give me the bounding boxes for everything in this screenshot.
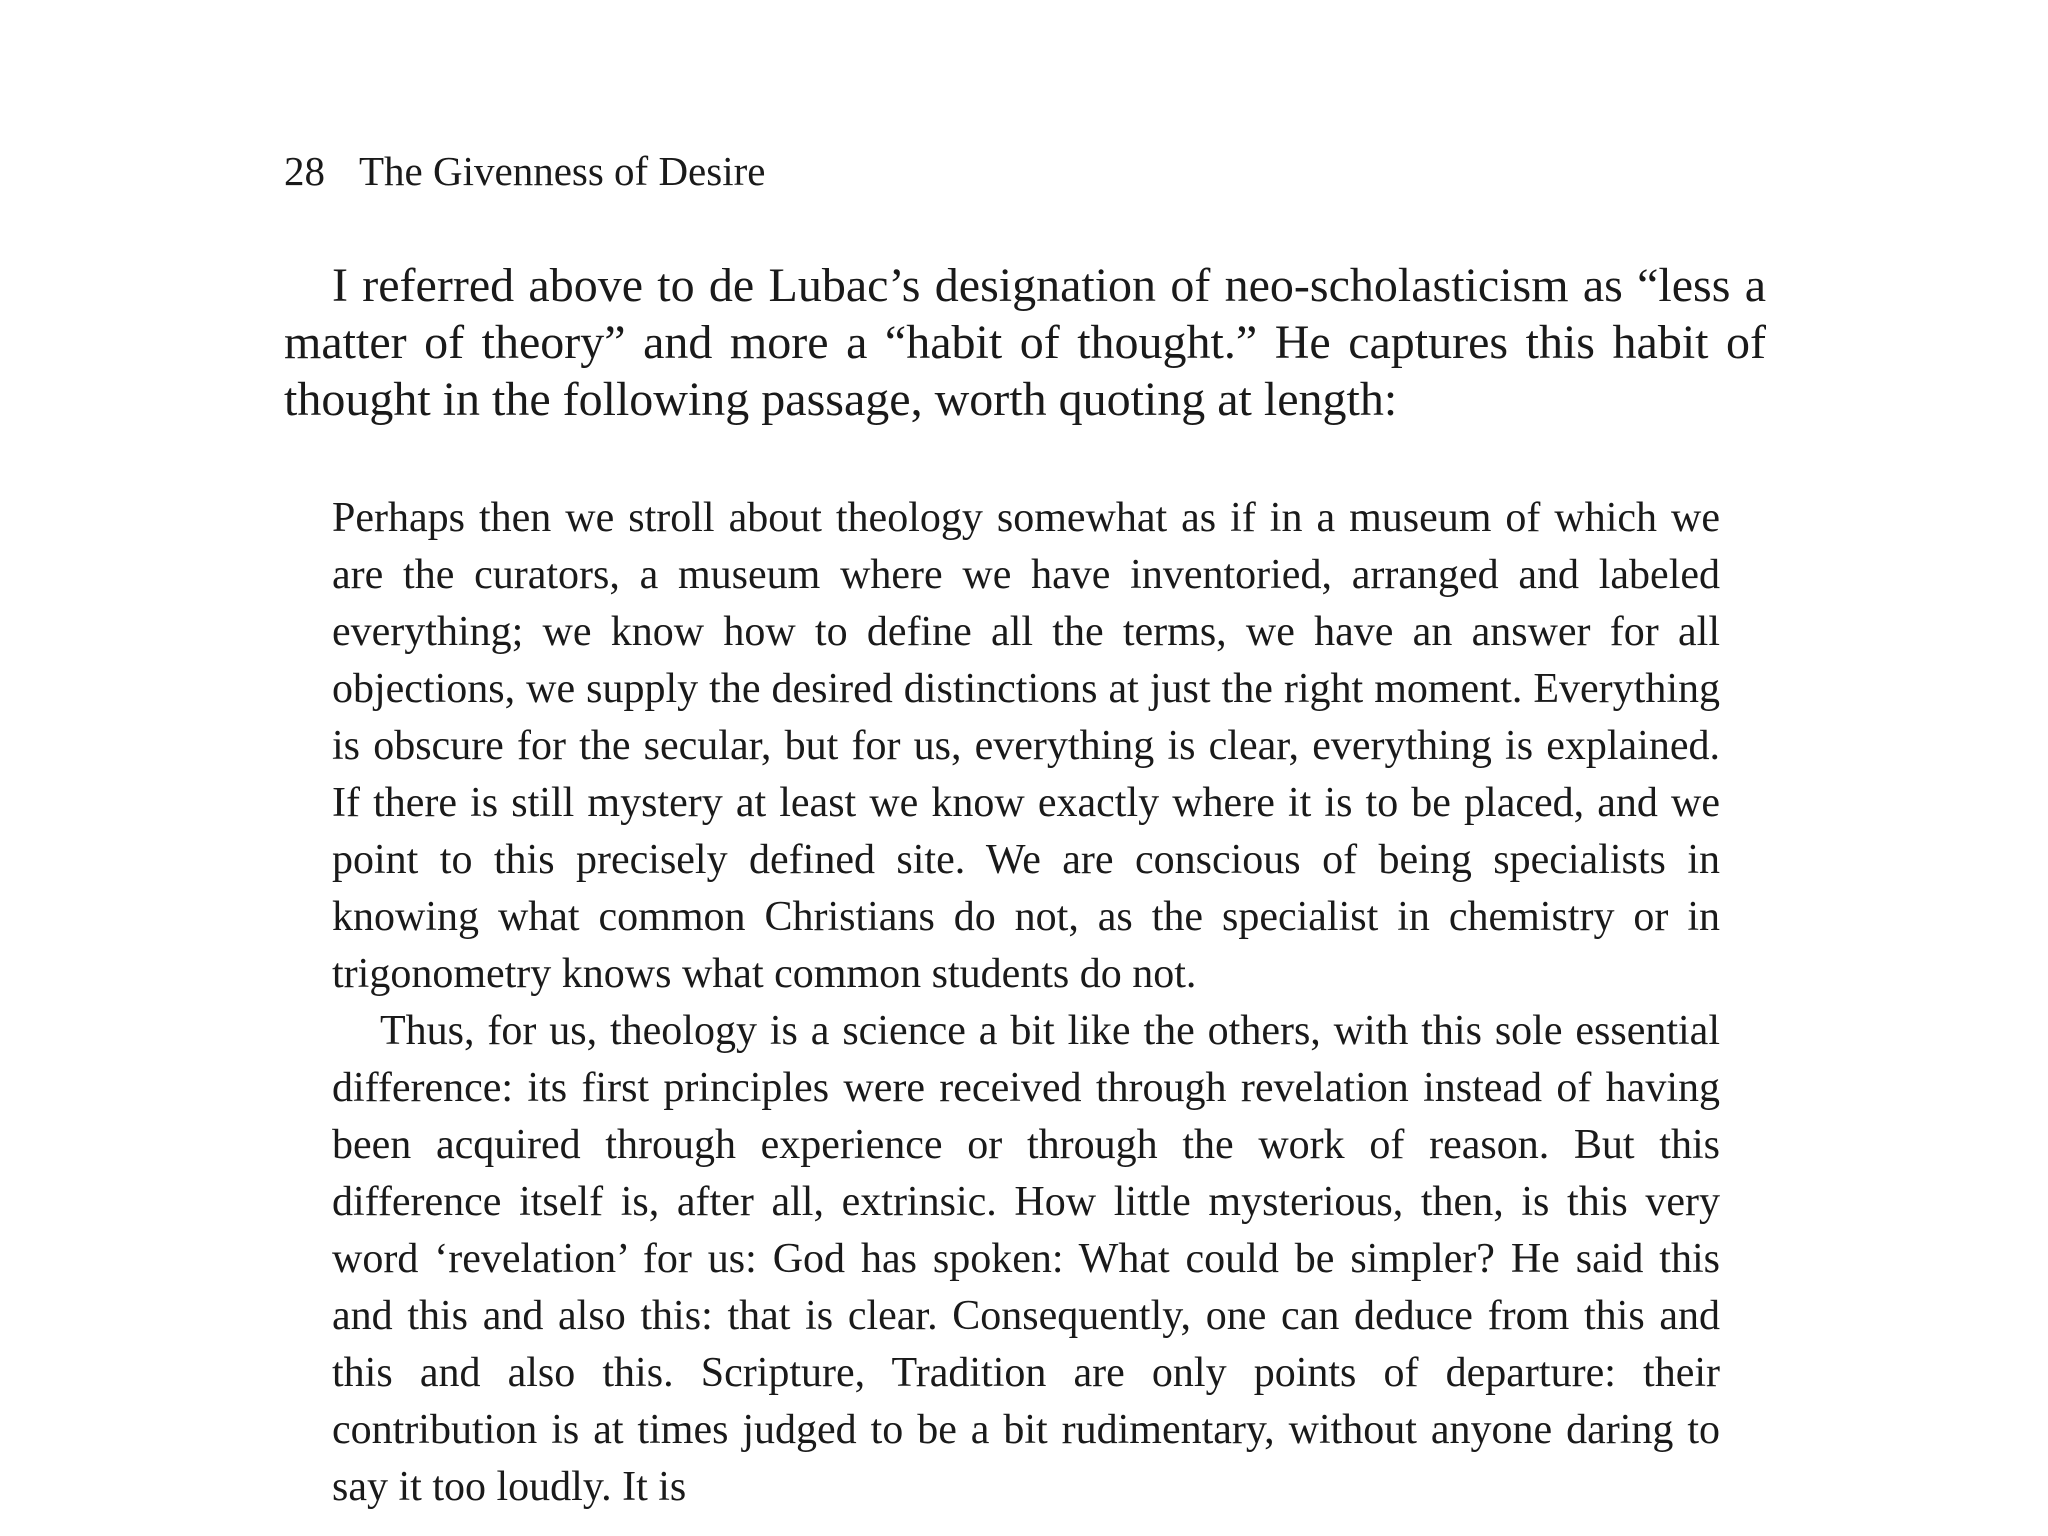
- body-paragraph: I referred above to de Lubac’s designation of neo-scholasticism as “less a matter of theory” and more a “habit of thought.” He captures this habit of thought in the following passage, worth quoting at length:: [284, 259, 1766, 426]
- page-number: 28: [284, 148, 325, 194]
- quote-paragraph-1: Perhaps then we stroll about theology somewhat as if in a museum of which we are the curators, a museum where we have inventoried, arranged and labeled everything; we know how to define all the terms, we have an answer for all objections, we supply the desired distinctions at just the right moment. Everything is obscure for the secular, but for us, everything is clear, everything is explained. If there is still mystery at least we know exactly where it is to be placed, and we point to this precisely defined site. We are conscious of being specialists in knowing what common Christians do not, as the specialist in chemistry or in trigonometry knows what common students do not.: [332, 495, 1720, 997]
- quote-paragraph-2: Thus, for us, theology is a science a bit like the others, with this sole essential difference: its first principles were received through revelation instead of having been acquired through experience or through the work of reason. But this difference itself is, after all, extrinsic. How little mysterious, then, is this very word ‘revelation’ for us: God has spoken: What could be simpler? He said this and this and also this: that is clear. Consequently, one can deduce from this and this and also this. Scripture, Tradition are only points of departure: their contribution is at times judged to be a bit rudimentary, without anyone daring to say it too loudly. It is: [332, 1008, 1720, 1510]
- running-title: The Givenness of Desire: [359, 148, 766, 194]
- running-header: [284, 146, 765, 196]
- block-quote: [332, 490, 1720, 1516]
